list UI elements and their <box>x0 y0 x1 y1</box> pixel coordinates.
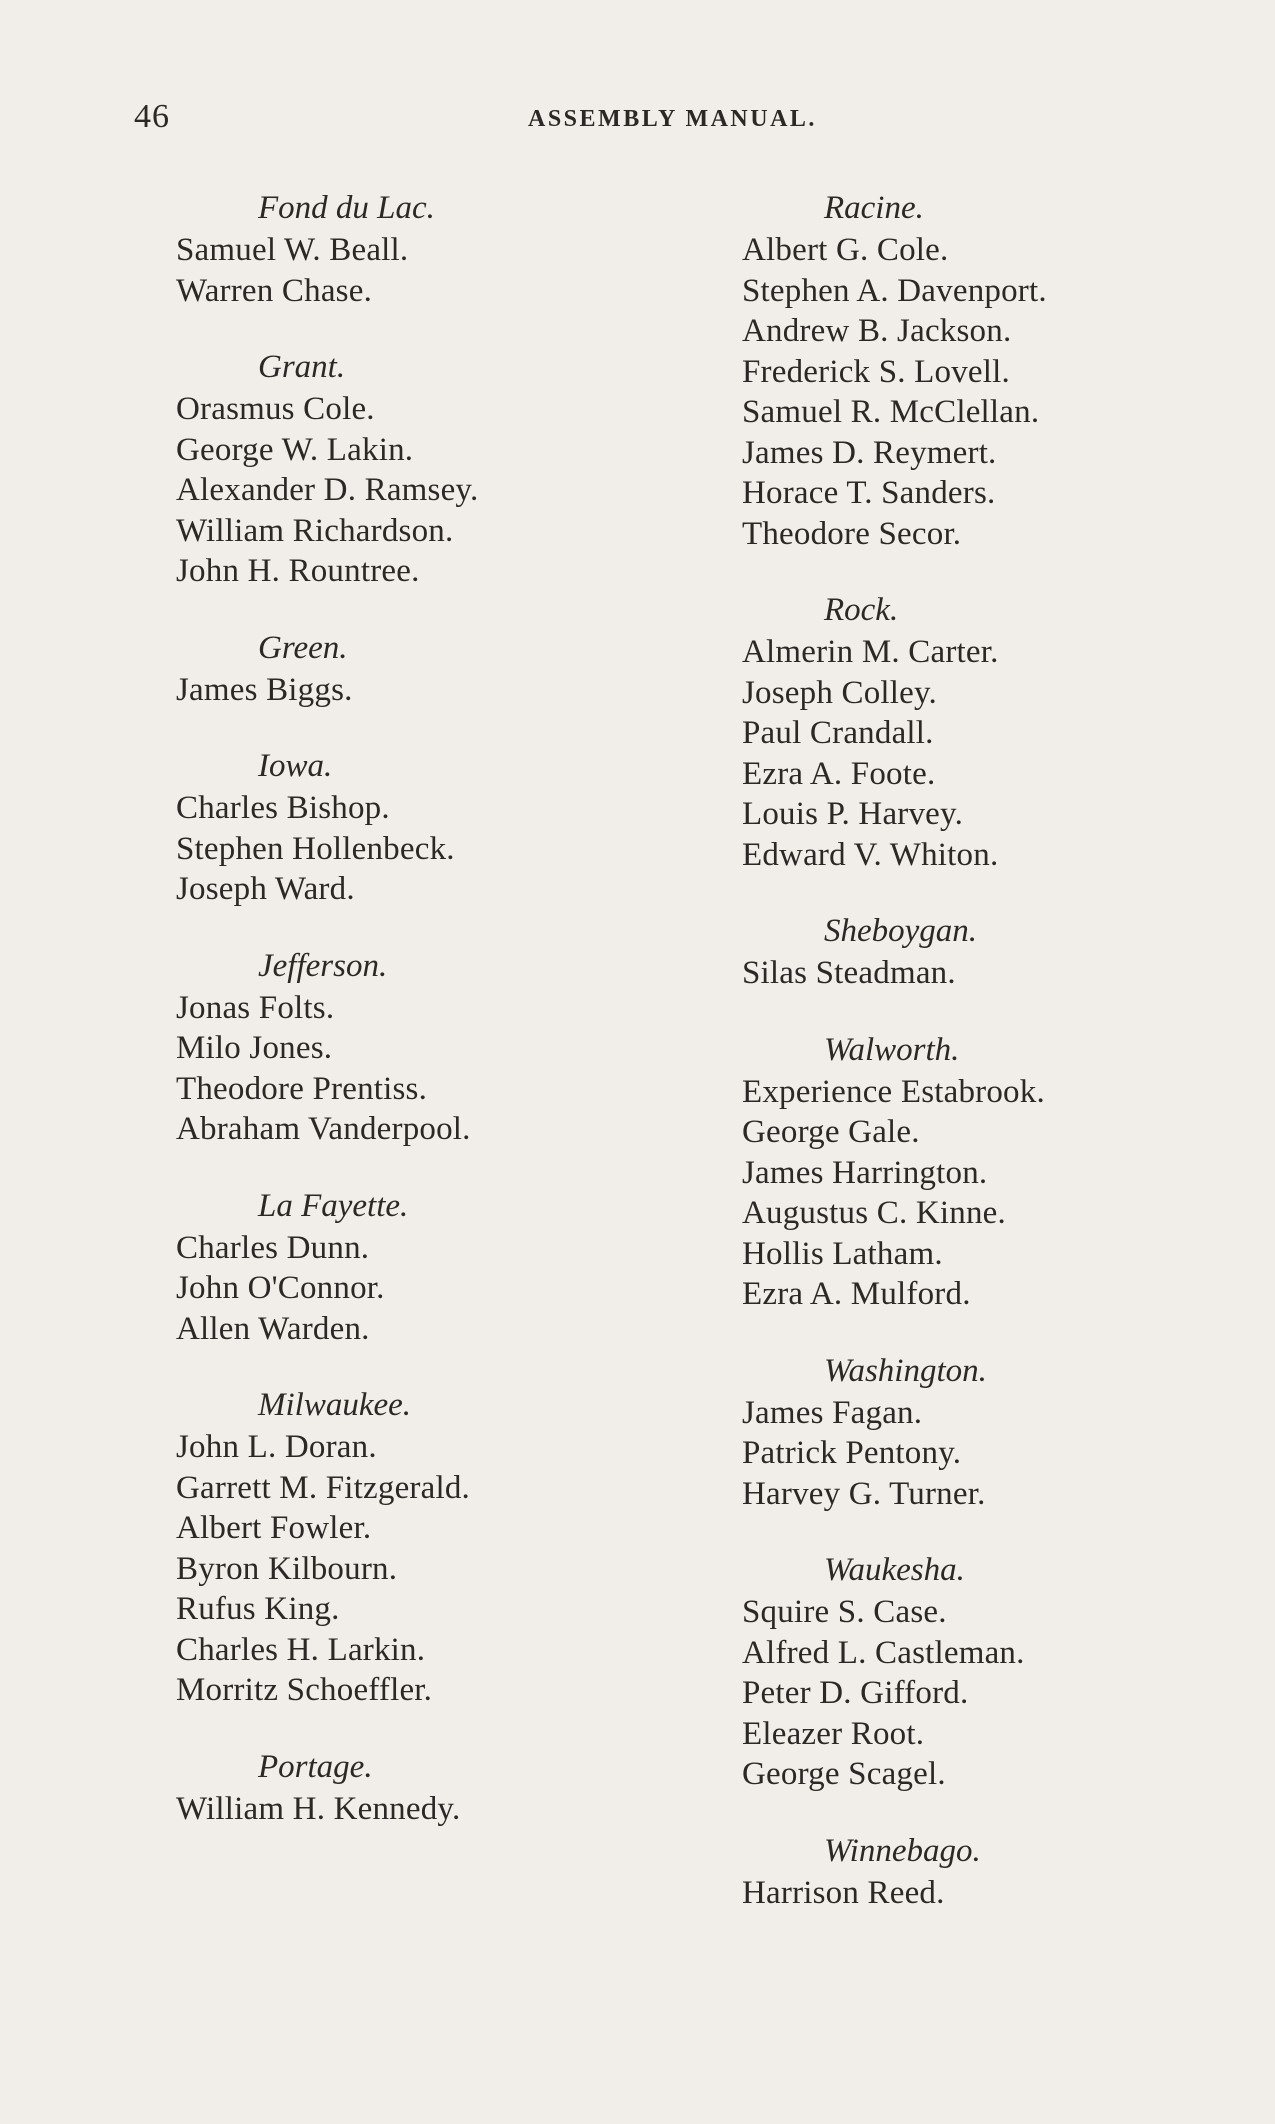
county-heading: Milwaukee. <box>258 1387 412 1423</box>
member-name: Samuel R. McClellan. <box>742 394 1040 430</box>
member-name: Stephen Hollenbeck. <box>176 830 455 867</box>
member-name: Theodore Prentiss. <box>176 1070 428 1107</box>
member-name: Ezra A. Foote. <box>742 755 936 792</box>
member-list <box>742 1393 1162 1515</box>
county-block <box>176 628 596 711</box>
member-name: Rufus King. <box>176 1591 340 1627</box>
running-head: ASSEMBLY MANUAL. <box>528 106 817 132</box>
member-name: Joseph Ward. <box>176 871 355 907</box>
page-number: 46 <box>134 98 170 135</box>
member-name: Andrew B. Jackson. <box>742 313 1012 349</box>
member-name: Hollis Latham. <box>742 1235 943 1272</box>
county-heading: Rock. <box>824 592 899 628</box>
county-block <box>176 1385 596 1711</box>
member-name: Edward V. Whiton. <box>742 836 999 873</box>
member-name: Peter D. Gifford. <box>742 1675 969 1711</box>
member-list <box>176 1427 596 1711</box>
county-heading: Portage. <box>258 1748 373 1785</box>
county-block <box>176 946 596 1150</box>
member-list <box>742 953 1162 994</box>
county-heading: Winnebago. <box>824 1832 981 1869</box>
county-block <box>742 590 1162 875</box>
member-name: James Fagan. <box>742 1394 923 1431</box>
county-heading: Sheboygan. <box>824 913 978 949</box>
member-name: Harvey G. Turner. <box>742 1475 986 1512</box>
county-block <box>742 911 1162 994</box>
member-name: Garrett M. Fitzgerald. <box>176 1469 470 1506</box>
member-name: Augustus C. Kinne. <box>742 1195 1006 1231</box>
member-list <box>176 670 596 711</box>
member-name: Milo Jones. <box>176 1030 333 1066</box>
county-block <box>176 347 596 592</box>
member-name: James Biggs. <box>176 671 353 708</box>
county-block <box>176 1186 596 1350</box>
member-name: Frederick S. Lovell. <box>742 353 1010 390</box>
member-name: Charles Bishop. <box>176 790 390 826</box>
member-name: Byron Kilbourn. <box>176 1550 398 1587</box>
county-block <box>742 1831 1162 1914</box>
member-name: Silas Steadman. <box>742 955 956 991</box>
member-list <box>742 1592 1162 1795</box>
county-block <box>742 1030 1162 1315</box>
member-name: Charles H. Larkin. <box>176 1631 426 1668</box>
member-list <box>176 1228 596 1350</box>
member-name: James Harrington. <box>742 1154 988 1191</box>
county-block <box>742 1351 1162 1515</box>
member-name: Albert G. Cole. <box>742 232 949 268</box>
member-name: Experience Estabrook. <box>742 1073 1045 1110</box>
county-block <box>742 188 1162 554</box>
member-list <box>176 788 596 910</box>
member-list <box>742 230 1162 554</box>
county-heading: Green. <box>258 629 348 666</box>
member-name: John O'Connor. <box>176 1270 385 1306</box>
member-list <box>176 988 596 1150</box>
member-name: Theodore Secor. <box>742 515 962 552</box>
member-name: Patrick Pentony. <box>742 1435 962 1471</box>
member-name: Warren Chase. <box>176 272 373 309</box>
member-name: Stephen A. Davenport. <box>742 272 1047 309</box>
member-list <box>742 1072 1162 1315</box>
member-name: George Scagel. <box>742 1756 946 1792</box>
member-name: Abraham Vanderpool. <box>176 1111 471 1147</box>
county-block <box>742 1550 1162 1795</box>
member-list <box>176 230 596 311</box>
member-list <box>742 632 1162 875</box>
member-name: Louis P. Harvey. <box>742 796 964 832</box>
member-name: George Gale. <box>742 1114 920 1150</box>
member-name: Eleazer Root. <box>742 1715 925 1752</box>
county-heading: Iowa. <box>258 748 333 784</box>
member-name: Joseph Colley. <box>742 674 937 711</box>
member-name: Orasmus Cole. <box>176 391 375 427</box>
member-name: Almerin M. Carter. <box>742 634 999 670</box>
left-column <box>176 188 596 1865</box>
county-block <box>176 746 596 910</box>
county-block <box>176 188 596 311</box>
member-name: Alfred L. Castleman. <box>742 1634 1025 1671</box>
member-name: Charles Dunn. <box>176 1229 370 1266</box>
member-name: Morritz Schoeffler. <box>176 1672 433 1708</box>
member-list <box>176 389 596 592</box>
member-name: Squire S. Case. <box>742 1594 947 1630</box>
county-heading: Waukesha. <box>824 1552 965 1588</box>
right-column <box>742 188 1162 1949</box>
member-name: James D. Reymert. <box>742 434 997 471</box>
member-name: Jonas Folts. <box>176 989 335 1026</box>
county-heading: La Fayette. <box>258 1187 409 1224</box>
member-name: Alexander D. Ramsey. <box>176 472 479 508</box>
county-heading: Washington. <box>824 1352 987 1389</box>
county-heading: Grant. <box>258 349 346 385</box>
member-name: Harrison Reed. <box>742 1874 945 1911</box>
member-name: Horace T. Sanders. <box>742 475 996 511</box>
county-heading: Fond du Lac. <box>258 190 435 226</box>
county-heading: Racine. <box>824 190 924 226</box>
member-name: Allen Warden. <box>176 1310 370 1347</box>
member-name: George W. Lakin. <box>176 431 414 468</box>
county-heading: Jefferson. <box>258 947 388 984</box>
member-list <box>176 1789 596 1830</box>
member-name: John L. Doran. <box>176 1429 377 1465</box>
member-list <box>742 1873 1162 1914</box>
county-heading: Walworth. <box>824 1031 960 1068</box>
member-name: William Richardson. <box>176 512 454 549</box>
member-name: William H. Kennedy. <box>176 1790 461 1827</box>
member-name: Samuel W. Beall. <box>176 232 409 268</box>
page-header <box>0 98 1275 142</box>
member-name: Ezra A. Mulford. <box>742 1276 971 1312</box>
member-name: John H. Rountree. <box>176 553 420 589</box>
member-name: Paul Crandall. <box>742 715 934 751</box>
member-name: Albert Fowler. <box>176 1510 372 1546</box>
county-block <box>176 1747 596 1830</box>
